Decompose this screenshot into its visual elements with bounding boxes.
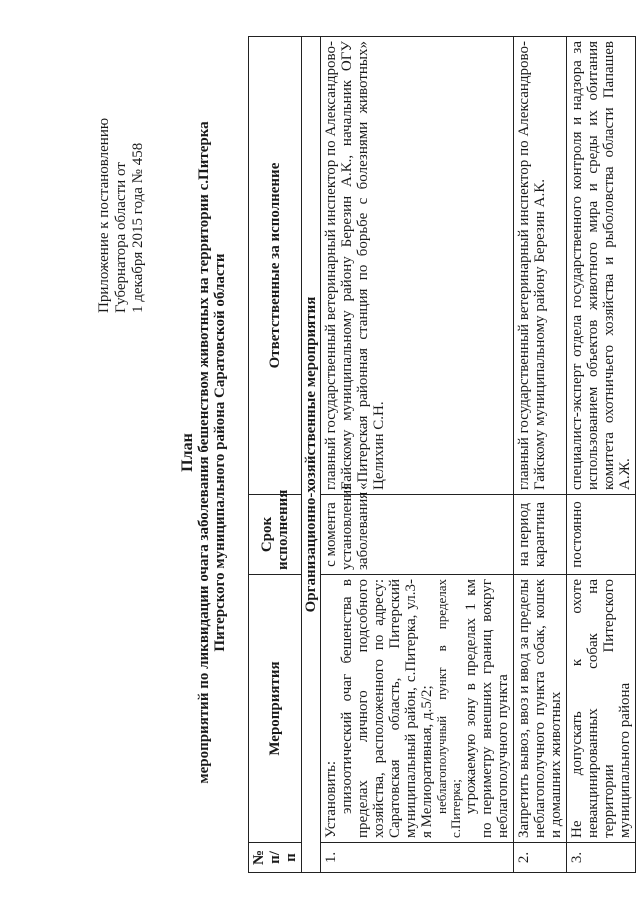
- row-number: 2.: [514, 843, 567, 873]
- section-title: Организационно-хозяйственные мероприятия: [302, 37, 321, 873]
- row-term: с момента установления заболевания: [321, 495, 514, 575]
- row-responsible: специалист-эксперт отдела государственного контроля и надзора за использованием объектов животного мира и среды их обитания комитета охотничьего хозяйства и рыболовства области Папашев А.Ж.: [567, 37, 636, 495]
- measures-table: [248, 36, 636, 873]
- row-measure: Запретить вывоз, ввоз и ввод за пределы неблагополучного пункта собак, кошек и домашних животных: [514, 575, 567, 843]
- row-measure: [321, 575, 514, 843]
- title-line: мероприятий по ликвидации очага заболевания бешенством животных на территории с.Питерка: [196, 121, 212, 784]
- header-responsible: Ответственные за исполнение: [249, 37, 302, 495]
- table-row: [321, 37, 514, 873]
- row-measure: Не допускать к охоте невакцинированных собак на территории Питерского муниципального района: [567, 575, 636, 843]
- header-term: Срок исполнения: [249, 495, 302, 575]
- header-num: № п/п: [249, 843, 302, 873]
- row-term: постоянно: [567, 495, 636, 575]
- table-header-row: [249, 37, 302, 873]
- appendix-header: [96, 53, 147, 313]
- row-responsible: главный государственный ветеринарный инспектор по Александрово-Гайскому муниципальному району Березин А.К.: [514, 37, 567, 495]
- section-row: [302, 37, 321, 873]
- measure-intro: Установить:: [323, 760, 339, 838]
- document-title: [180, 0, 228, 905]
- row-number: 1.: [321, 843, 514, 873]
- table-row: [514, 37, 567, 873]
- measure-paragraph: неблагополучный пункт в пределах с.Питерка;: [434, 579, 463, 838]
- row-number: 3.: [567, 843, 636, 873]
- title-line: Питерского муниципального района Саратовской области: [212, 253, 228, 652]
- measure-paragraph: угрожаемую зону в пределах 1 км по периметру внешних границ вокруг неблагополучного пункта: [463, 579, 511, 838]
- header-measure: Мероприятия: [249, 575, 302, 843]
- row-term: на период карантина: [514, 495, 567, 575]
- table-row: [567, 37, 636, 873]
- header-line: Губернатора области от: [113, 162, 129, 313]
- measure-paragraph: эпизоотический очаг бешенства в пределах личного подсобного хозяйства, расположенного по адресу: Саратовская область, Питерский муниципальный район, с.Питерка, ул.3-я Мелиоративная, д.5/2;: [339, 579, 435, 838]
- header-line: 1 декабря 2015 года № 458: [130, 142, 146, 313]
- title-heading: План: [179, 433, 196, 472]
- header-line: Приложение к постановлению: [96, 117, 112, 313]
- row-responsible: главный государственный ветеринарный инспектор по Александрово-Гайскому муниципальному району Березин А.К., начальник ОГУ «Питерская районная станция по борьбе с болезнями животных» Целихин С.Н.: [321, 37, 514, 495]
